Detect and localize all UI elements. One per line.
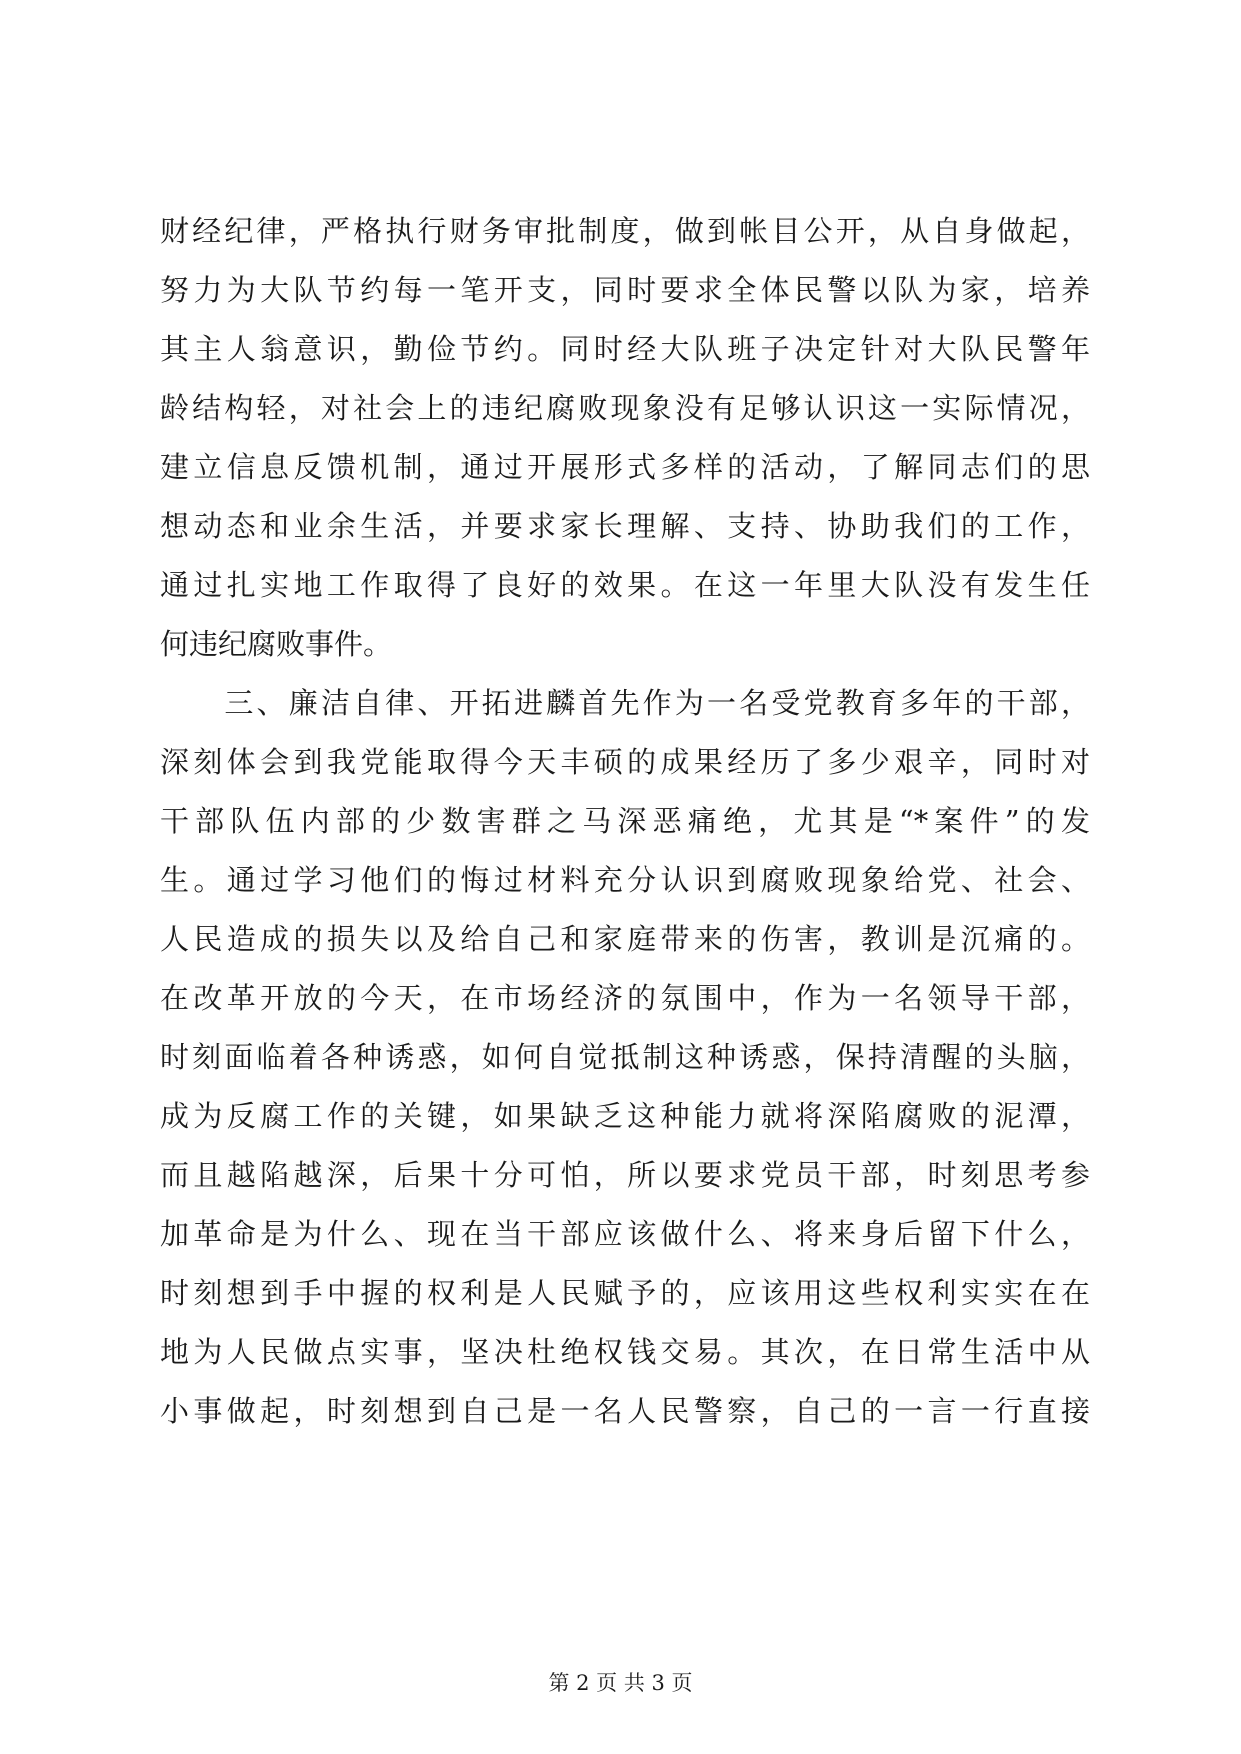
text-line: 通过扎实地工作取得了良好的效果。在这一年里大队没有发生任 (160, 568, 1090, 602)
text-line: 小事做起，时刻想到自己是一名人民警察，自己的一言一行直接 (160, 1394, 1090, 1428)
text-line: 成为反腐工作的关键，如果缺乏这种能力就将深陷腐败的泥潭， (160, 1099, 1090, 1133)
text-line: 其主人翁意识，勤俭节约。同时经大队班子决定针对大队民警年 (160, 332, 1090, 366)
text-line: 财经纪律，严格执行财务审批制度，做到帐目公开，从自身做起， (160, 214, 1090, 248)
text-line: 地为人民做点实事，坚决杜绝权钱交易。其次，在日常生活中从 (160, 1335, 1090, 1369)
text-line: 想动态和业余生活，并要求家长理解、支持、协助我们的工作， (160, 509, 1090, 543)
text-line: 而且越陷越深，后果十分可怕，所以要求党员干部，时刻思考参 (160, 1158, 1090, 1192)
text-line: 何违纪腐败事件。 (160, 627, 393, 661)
text-line: 加革命是为什么、现在当干部应该做什么、将来身后留下什么， (160, 1217, 1090, 1251)
text-line: 干部队伍内部的少数害群之马深恶痛绝，尤其是“*案件”的发 (160, 804, 1090, 838)
text-line: 建立信息反馈机制，通过开展形式多样的活动，了解同志们的思 (160, 450, 1090, 484)
text-line: 龄结构轻，对社会上的违纪腐败现象没有足够认识这一实际情况， (160, 391, 1090, 425)
page-footer: 第 2 页 共 3 页 (548, 1671, 693, 1695)
text-line: 努力为大队节约每一笔开支，同时要求全体民警以队为家，培养 (160, 273, 1090, 307)
text-line: 在改革开放的今天，在市场经济的氛围中，作为一名领导干部， (160, 981, 1090, 1015)
text-line: 时刻面临着各种诱惑，如何自觉抵制这种诱惑，保持清醒的头脑， (160, 1040, 1090, 1074)
text-line: 三、廉洁自律、开拓进麟首先作为一名受党教育多年的干部， (160, 686, 1090, 720)
text-line: 生。通过学习他们的悔过材料充分认识到腐败现象给党、社会、 (160, 863, 1090, 897)
text-line: 时刻想到手中握的权利是人民赋予的，应该用这些权利实实在在 (160, 1276, 1090, 1310)
body-text (160, 202, 1090, 1441)
text-line: 人民造成的损失以及给自己和家庭带来的伤害，教训是沉痛的。 (160, 922, 1090, 956)
text-line: 深刻体会到我党能取得今天丰硕的成果经历了多少艰辛，同时对 (160, 745, 1090, 779)
